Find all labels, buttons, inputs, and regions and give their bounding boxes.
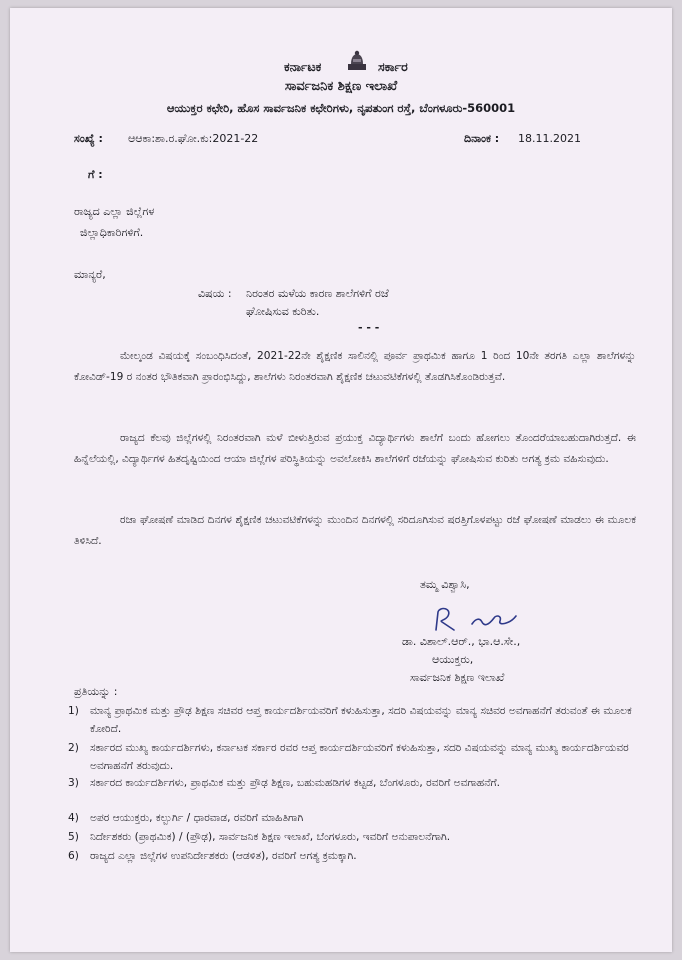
copy-item-number: 2): [68, 742, 79, 754]
copy-item: [68, 739, 646, 775]
recipient-line1: ರಾಜ್ಯದ ಎಲ್ಲಾ ಜಿಲ್ಲೆಗಳ: [74, 205, 155, 218]
copy-item: [68, 828, 646, 846]
reference-number: ಆಆಕಾ:ಶಾ.ರ.ಘೋ.ಕು:2021-22: [128, 132, 259, 145]
header-karnataka: ಕರ್ನಾಟಕ: [284, 59, 322, 74]
signatory-name: ಡಾ. ವಿಶಾಲ್.ಆರ್., ಭಾ.ಆ.ಸೇ.,: [402, 635, 521, 648]
letter-page: [10, 8, 672, 952]
state-emblem-icon: [345, 49, 369, 73]
copy-item-text: ರಾಜ್ಯದ ಎಲ್ಲಾ ಜಿಲ್ಲೆಗಳ ಉಪನಿರ್ದೇಶಕರು (ಆಡಳಿತ), ರವರಿಗೆ ಅಗತ್ಯ ಕ್ರಮಕ್ಕಾಗಿ.: [90, 850, 357, 862]
body-paragraph-1: ಮೇಲ್ಕಂಡ ವಿಷಯಕ್ಕೆ ಸಂಬಂಧಿಸಿದಂತೆ, 2021-22ನೇ ಶೈಕ್ಷಣಿಕ ಸಾಲಿನಲ್ಲಿ ಪೂರ್ವ ಪ್ರಾಥಮಿಕ ಹಾಗೂ 1 ರಿಂದ 10ನೇ ತರಗತಿ ಎಲ್ಲಾ ಶಾಲೆಗಳನ್ನು ಕೋವಿಡ್-19 ರ ನಂತರ ಭೌತಿಕವಾಗಿ ಪ್ರಾರಂಭಿಸಿದ್ದು, ಶಾಲೆಗಳು ನಿರಂತರವಾಗಿ ಶೈಕ್ಷಣಿಕ ಚಟುವಟಿಕೆಗಳಲ್ಲಿ ತೊಡಗಿಸಿಕೊಂಡಿರುತ್ತವೆ.: [74, 350, 636, 383]
subject-line2: ಘೋಷಿಸುವ ಕುರಿತು.: [246, 305, 320, 318]
copy-item: [68, 809, 646, 827]
office-address: ಆಯುಕ್ತರ ಕಛೇರಿ, ಹೊಸ ಸಾರ್ವಜನಿಕ ಕಛೇರಿಗಳು, ನೃಪತುಂಗ ರಸ್ತೆ, ಬೆಂಗಳೂರು-560001: [166, 101, 516, 115]
copy-item-number: 1): [68, 705, 79, 717]
copy-item-text: ಸರ್ಕಾರದ ಮುಖ್ಯ ಕಾರ್ಯದರ್ಶಿಗಳು, ಕರ್ನಾಟಕ ಸರ್ಕಾರ ರವರ ಆಪ್ತ ಕಾರ್ಯದರ್ಶಿಯವರಿಗೆ ಕಳುಹಿಸುತ್ತಾ, ಸದರಿ ವಿಷಯವನ್ನು ಮಾನ್ಯ ಮುಖ್ಯ ಕಾರ್ಯದರ್ಶಿಯವರ ಅವಗಾಹನೆಗೆ ತರುವುದು.: [90, 742, 629, 772]
copy-item-text: ನಿರ್ದೇಶಕರು (ಪ್ರಾಥಮಿಕ) / (ಪ್ರೌಢ), ಸಾರ್ವಜನಿಕ ಶಿಕ್ಷಣ ಇಲಾಖೆ, ಬೆಂಗಳೂರು, ಇವರಿಗೆ ಅನುಪಾಲನೆಗಾಗಿ.: [90, 831, 451, 843]
subject-label: ವಿಷಯ :: [198, 287, 232, 300]
body-paragraph-3: ರಜಾ ಘೋಷಣೆ ಮಾಡಿದ ದಿನಗಳ ಶೈಕ್ಷಣಿಕ ಚಟುವಟಿಕೆಗಳನ್ನು ಮುಂದಿನ ದಿನಗಳಲ್ಲಿ ಸರಿದೂಗಿಸುವ ಷರತ್ತಿಗೊಳಪಟ್ಟು ರಜೆ ಘೋಷಣೆ ಮಾಡಲು ಈ ಮೂಲಕ ತಿಳಿಸಿದೆ.: [74, 514, 636, 547]
copy-item-text: ಅಪರ ಆಯುಕ್ತರು, ಕಲ್ಬುರ್ಗಿ / ಧಾರವಾಡ, ರವರಿಗೆ ಮಾಹಿತಿಗಾಗಿ: [90, 812, 304, 824]
copy-item-number: 6): [68, 850, 79, 862]
reference-number-label: ಸಂಖ್ಯೆ :: [74, 132, 103, 145]
copy-item: [68, 774, 646, 792]
copy-item-text: ಮಾನ್ಯ ಪ್ರಾಥಮಿಕ ಮತ್ತು ಪ್ರೌಢ ಶಿಕ್ಷಣ ಸಚಿವರ ಆಪ್ತ ಕಾರ್ಯದರ್ಶಿಯವರಿಗೆ ಕಳುಹಿಸುತ್ತಾ, ಸದರಿ ವಿಷಯವನ್ನು ಮಾನ್ಯ ಸಚಿವರ ಅವಗಾಹನೆಗೆ ತರುವಂತೆ ಈ ಮೂಲಕ ಕೋರಿದೆ.: [90, 705, 632, 735]
copy-item-number: 3): [68, 777, 79, 789]
copies-label: ಪ್ರತಿಯನ್ನು :: [74, 685, 118, 698]
salutation: ಮಾನ್ಯರೆ,: [74, 268, 106, 281]
header-sarkara: ಸರ್ಕಾರ: [378, 59, 408, 74]
closing-yours: ತಮ್ಮ ವಿಶ್ವಾಸಿ,: [420, 578, 470, 591]
copy-item-number: 4): [68, 812, 79, 824]
separator: - - -: [358, 321, 380, 334]
signatory-designation: ಆಯುಕ್ತರು,: [432, 653, 474, 666]
body-paragraph-2: ರಾಜ್ಯದ ಕೆಲವು ಜಿಲ್ಲೆಗಳಲ್ಲಿ ನಿರಂತರವಾಗಿ ಮಳೆ ಬೀಳುತ್ತಿರುವ ಪ್ರಯುಕ್ತ ವಿದ್ಯಾರ್ಥಿಗಳು ಶಾಲೆಗೆ ಬಂದು ಹೋಗಲು ತೊಂದರೆಯಾಬಹುದಾಗಿರುತ್ತದೆ. ಈ ಹಿನ್ನೆಲೆಯಲ್ಲಿ, ವಿದ್ಯಾರ್ಥಿಗಳ ಹಿತದೃಷ್ಟಿಯಿಂದ ಆಯಾ ಜಿಲ್ಲೆಗಳ ಪರಿಸ್ಥಿತಿಯನ್ನು ಅವಲೋಕಿಸಿ ಶಾಲೆಗಳಿಗೆ ರಜೆಯನ್ನು ಘೋಷಿಸುವ ಕುರಿತು ಅಗತ್ಯ ಕ್ರಮ ವಹಿಸುವುದು.: [74, 432, 636, 465]
recipient-line2: ಜಿಲ್ಲಾಧಿಕಾರಿಗಳಿಗೆ.: [80, 226, 144, 239]
subject-line1: ನಿರಂತರ ಮಳೆಯ ಕಾರಣ ಶಾಲೆಗಳಿಗೆ ರಜೆ: [246, 287, 389, 300]
copy-item: [68, 702, 646, 738]
copy-item-text: ಸರ್ಕಾರದ ಕಾರ್ಯದರ್ಶಿಗಳು, ಪ್ರಾಥಮಿಕ ಮತ್ತು ಪ್ರೌಢ ಶಿಕ್ಷಣ, ಬಹುಮಹಡಿಗಳ ಕಟ್ಟಡ, ಬೆಂಗಳೂರು, ರವರಿಗೆ ಅವಗಾಹನೆಗೆ.: [90, 777, 501, 789]
date-label: ದಿನಾಂಕ :: [464, 132, 500, 145]
signature: [424, 604, 534, 634]
to-label: ಗೆ :: [88, 168, 103, 181]
signatory-department: ಸಾರ್ವಜನಿಕ ಶಿಕ್ಷಣ ಇಲಾಖೆ: [410, 671, 505, 684]
department-title: ಸಾರ್ವಜನಿಕ ಶಿಕ್ಷಣ ಇಲಾಖೆ: [284, 79, 398, 94]
copy-item: [68, 847, 646, 865]
copy-item-number: 5): [68, 831, 79, 843]
date-value: 18.11.2021: [518, 132, 581, 145]
